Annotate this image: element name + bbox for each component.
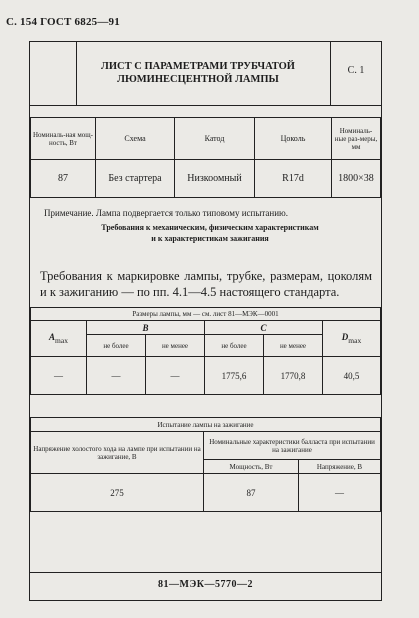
val-voltage: — xyxy=(299,474,381,512)
col-c: C xyxy=(205,321,323,335)
ignition-caption: Испытание лампы на зажигание xyxy=(31,418,381,432)
title-right-divider xyxy=(330,41,331,105)
c-no-more: не более xyxy=(205,335,264,357)
a-label: A xyxy=(49,332,56,343)
d-subscript: max xyxy=(348,335,362,345)
cell-scheme: Без стартера xyxy=(96,160,175,198)
header-cathode: Катод xyxy=(175,118,255,160)
val-c-no-less: 1770,8 xyxy=(264,357,323,395)
requirements-heading xyxy=(50,222,370,244)
ballast-group-header: Номинальные характеристики балласта при испытании на зажигание xyxy=(204,432,381,460)
val-b-no-less: — xyxy=(146,357,205,395)
header-power: Номиналь-ная мощ-ность, Вт xyxy=(31,118,96,160)
title-line-2: ЛЮМИНЕСЦЕНТНОЙ ЛАМПЫ xyxy=(117,74,279,85)
title-bottom-rule xyxy=(29,105,382,106)
d-label: D xyxy=(341,332,349,343)
page-header: С. 154 ГОСТ 6825—91 xyxy=(6,16,120,28)
header-scheme: Схема xyxy=(96,118,175,160)
requirements-line-1: Требования к механическим, физическим характеристикам xyxy=(101,223,319,232)
cell-cathode: Низкоомный xyxy=(175,160,255,198)
ignition-test-table xyxy=(30,417,381,512)
header-base: Цоколь xyxy=(255,118,332,160)
cell-base: R17d xyxy=(255,160,332,198)
val-d: 40,5 xyxy=(323,357,381,395)
caption-row xyxy=(31,308,381,321)
document-title xyxy=(80,60,316,86)
cell-power: 87 xyxy=(31,160,96,198)
group-row xyxy=(31,321,381,335)
note: Примечание. Лампа подвергается только типовому испытанию. xyxy=(44,208,289,218)
col-d-max xyxy=(323,321,381,357)
table-row xyxy=(31,357,381,395)
marking-paragraph: Требования к маркировке лампы, трубке, размерам, цоколям и к зажиганию — по пп. 4.1—4.5 настоящего стандарта. xyxy=(40,269,372,299)
dimensions-caption: Размеры лампы, мм — см. лист 81—МЭК—0001 xyxy=(31,308,381,321)
col-power: Мощность, Вт xyxy=(204,460,299,474)
c-no-less: не менее xyxy=(264,335,323,357)
dimensions-table xyxy=(30,307,381,395)
val-open-circuit-voltage: 275 xyxy=(31,474,204,512)
footer-code: 81—МЭК—5770—2 xyxy=(158,579,253,590)
title-line-1: ЛИСТ С ПАРАМЕТРАМИ ТРУБЧАТОЙ xyxy=(101,61,295,72)
col-voltage: Напряжение, В xyxy=(299,460,381,474)
table-row xyxy=(31,160,381,198)
val-c-no-more: 1775,6 xyxy=(205,357,264,395)
header-dimensions: Номиналь-ные раз-меры, мм xyxy=(332,118,381,160)
table-header-row xyxy=(31,118,381,160)
col-open-circuit-voltage: Напряжение холостого хода на лампе при испытании на зажигание, В xyxy=(31,432,204,474)
title-left-divider xyxy=(76,41,77,105)
caption-row xyxy=(31,418,381,432)
col-b: B xyxy=(87,321,205,335)
requirements-line-2: и к характеристикам зажигания xyxy=(151,234,269,243)
val-power: 87 xyxy=(204,474,299,512)
b-no-more: не более xyxy=(87,335,146,357)
group-row xyxy=(31,432,381,460)
val-b-no-more: — xyxy=(87,357,146,395)
lamp-parameters-table xyxy=(30,117,381,198)
a-subscript: max xyxy=(55,335,68,345)
val-a: — xyxy=(31,357,87,395)
cell-dimensions: 1800×38 xyxy=(332,160,381,198)
footer-rule xyxy=(29,572,382,573)
table-row xyxy=(31,474,381,512)
sheet-number: С. 1 xyxy=(347,65,365,76)
b-no-less: не менее xyxy=(146,335,205,357)
col-a-max xyxy=(31,321,87,357)
